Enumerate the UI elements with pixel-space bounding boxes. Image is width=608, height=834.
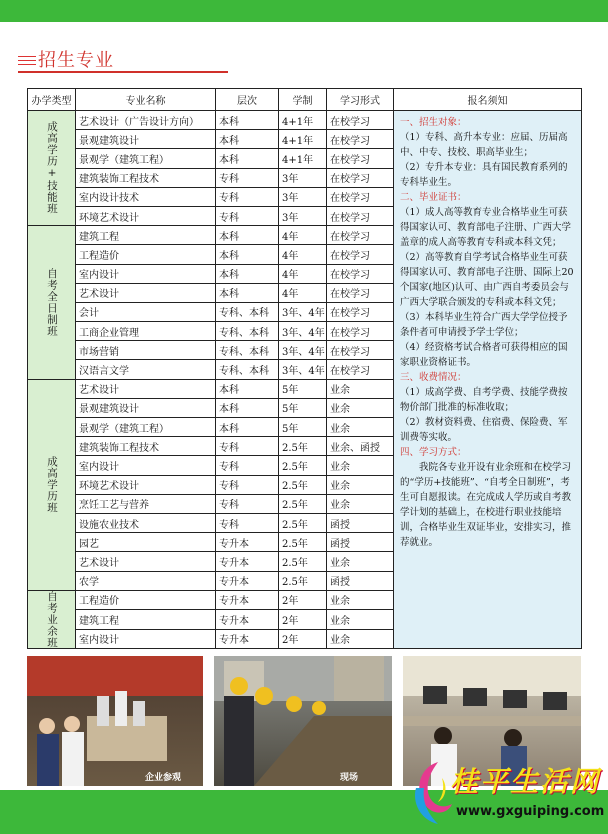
level-cell: 本科 <box>216 149 279 168</box>
major-cell: 工商企业管理 <box>76 322 216 341</box>
school-type-label: 成高学历班 <box>46 455 58 514</box>
school-type-cell <box>28 226 76 380</box>
study-mode-cell: 在校学习 <box>327 111 394 130</box>
school-type-label: 自考业余班 <box>46 590 58 649</box>
header-major: 专业名称 <box>76 89 216 111</box>
study-mode-cell: 业余 <box>327 475 394 494</box>
level-cell: 专科 <box>216 475 279 494</box>
school-type-cell <box>28 379 76 590</box>
photo-site <box>214 656 392 786</box>
major-cell: 艺术设计 <box>76 379 216 398</box>
major-cell: 室内设计 <box>76 264 216 283</box>
site-visit-image <box>214 656 392 786</box>
registration-notes <box>394 111 582 649</box>
duration-cell: 2.5年 <box>279 533 327 552</box>
level-cell: 专科 <box>216 187 279 206</box>
major-cell: 园艺 <box>76 533 216 552</box>
major-cell: 艺术设计（广告设计方向） <box>76 111 216 130</box>
level-cell: 专升本 <box>216 629 279 649</box>
duration-cell: 4年 <box>279 226 327 245</box>
duration-cell: 2.5年 <box>279 475 327 494</box>
major-cell: 汉语言文学 <box>76 360 216 379</box>
major-cell: 室内设计技术 <box>76 187 216 206</box>
duration-cell: 3年 <box>279 168 327 187</box>
duration-cell: 3年、4年 <box>279 360 327 379</box>
level-cell: 专升本 <box>216 590 279 610</box>
study-mode-cell: 在校学习 <box>327 341 394 360</box>
header-duration: 学制 <box>279 89 327 111</box>
heading-decoration <box>18 56 36 68</box>
school-type-label: 自考全日制班 <box>46 267 58 337</box>
major-cell: 设施农业技术 <box>76 513 216 532</box>
duration-cell: 2.5年 <box>279 437 327 456</box>
header-study-mode: 学习形式 <box>327 89 394 111</box>
major-cell: 工程造价 <box>76 590 216 610</box>
level-cell: 专科、本科 <box>216 322 279 341</box>
level-cell: 专科、本科 <box>216 302 279 321</box>
level-cell: 专科 <box>216 437 279 456</box>
school-type-label: 成高学历+技能班 <box>46 121 58 215</box>
duration-cell: 3年、4年 <box>279 341 327 360</box>
duration-cell: 2年 <box>279 629 327 649</box>
study-mode-cell: 在校学习 <box>327 226 394 245</box>
level-cell: 专科 <box>216 168 279 187</box>
major-cell: 工程造价 <box>76 245 216 264</box>
level-cell: 本科 <box>216 379 279 398</box>
duration-cell: 2年 <box>279 610 327 630</box>
top-green-bar <box>0 0 608 22</box>
study-mode-cell: 在校学习 <box>327 302 394 321</box>
study-mode-cell: 在校学习 <box>327 168 394 187</box>
level-cell: 专升本 <box>216 533 279 552</box>
level-cell: 本科 <box>216 111 279 130</box>
duration-cell: 4+1年 <box>279 111 327 130</box>
level-cell: 专科 <box>216 494 279 513</box>
study-mode-cell: 在校学习 <box>327 206 394 225</box>
photo-company-visit <box>27 656 203 786</box>
notes-section-title: 二、毕业证书： <box>400 192 467 203</box>
watermark-url: www.gxguiping.com <box>456 804 605 819</box>
duration-cell: 2.5年 <box>279 456 327 475</box>
duration-cell: 4年 <box>279 283 327 302</box>
duration-cell: 2.5年 <box>279 494 327 513</box>
major-cell: 建筑装饰工程技术 <box>76 168 216 187</box>
level-cell: 专升本 <box>216 552 279 571</box>
section-title: 招生专业 <box>38 50 114 71</box>
duration-cell: 4年 <box>279 245 327 264</box>
duration-cell: 3年 <box>279 187 327 206</box>
school-type-cell <box>28 590 76 649</box>
major-cell: 农学 <box>76 571 216 590</box>
duration-cell: 3年、4年 <box>279 302 327 321</box>
duration-cell: 4+1年 <box>279 130 327 149</box>
major-cell: 环境艺术设计 <box>76 475 216 494</box>
study-mode-cell: 在校学习 <box>327 322 394 341</box>
photo-caption-1: 企业参观 <box>145 773 182 783</box>
duration-cell: 5年 <box>279 398 327 417</box>
major-cell: 建筑工程 <box>76 226 216 245</box>
major-cell: 艺术设计 <box>76 552 216 571</box>
level-cell: 本科 <box>216 130 279 149</box>
level-cell: 本科 <box>216 283 279 302</box>
level-cell: 专科 <box>216 456 279 475</box>
major-cell: 艺术设计 <box>76 283 216 302</box>
duration-cell: 3年 <box>279 206 327 225</box>
level-cell: 本科 <box>216 264 279 283</box>
duration-cell: 5年 <box>279 379 327 398</box>
study-mode-cell: 在校学习 <box>327 360 394 379</box>
study-mode-cell: 在校学习 <box>327 264 394 283</box>
notes-paragraph: （2）高等教育自学考试合格毕业生可获得国家认可、教育部电子注册、国际上20个国家(地区)认可、由广西自考委员会与广西大学联合颁发的专科或本科文凭； <box>400 252 574 308</box>
level-cell: 专科、本科 <box>216 360 279 379</box>
study-mode-cell: 函授 <box>327 513 394 532</box>
level-cell: 专科 <box>216 206 279 225</box>
major-cell: 建筑装饰工程技术 <box>76 437 216 456</box>
duration-cell: 2.5年 <box>279 571 327 590</box>
enrollment-table <box>27 88 582 649</box>
company-visit-image <box>27 656 203 786</box>
duration-cell: 3年、4年 <box>279 322 327 341</box>
duration-cell: 5年 <box>279 418 327 437</box>
major-cell: 会计 <box>76 302 216 321</box>
level-cell: 专升本 <box>216 610 279 630</box>
watermark <box>408 758 608 834</box>
level-cell: 本科 <box>216 418 279 437</box>
level-cell: 专科、本科 <box>216 341 279 360</box>
major-cell: 环境艺术设计 <box>76 206 216 225</box>
notes-section-title: 一、招生对象： <box>400 117 467 128</box>
duration-cell: 4+1年 <box>279 149 327 168</box>
study-mode-cell: 在校学习 <box>327 245 394 264</box>
duration-cell: 4年 <box>279 264 327 283</box>
study-mode-cell: 在校学习 <box>327 187 394 206</box>
major-cell: 景观学（建筑工程） <box>76 149 216 168</box>
duration-cell: 2.5年 <box>279 552 327 571</box>
study-mode-cell: 业余 <box>327 590 394 610</box>
duration-cell: 2年 <box>279 590 327 610</box>
major-cell: 室内设计 <box>76 456 216 475</box>
level-cell: 本科 <box>216 226 279 245</box>
level-cell: 专升本 <box>216 571 279 590</box>
study-mode-cell: 函授 <box>327 571 394 590</box>
watermark-logo-icon <box>408 758 454 828</box>
study-mode-cell: 业余、函授 <box>327 437 394 456</box>
major-cell: 景观建筑设计 <box>76 130 216 149</box>
study-mode-cell: 业余 <box>327 456 394 475</box>
notes-paragraph: （2）教材资料费、住宿费、保险费、军训费等实收。 <box>400 417 568 443</box>
study-mode-cell: 业余 <box>327 398 394 417</box>
major-cell: 市场营销 <box>76 341 216 360</box>
notes-section-title: 三、收费情况： <box>400 372 467 383</box>
major-cell: 景观学（建筑工程） <box>76 418 216 437</box>
study-mode-cell: 在校学习 <box>327 283 394 302</box>
watermark-site-name: 桂平生活网 <box>450 765 601 798</box>
study-mode-cell: 在校学习 <box>327 149 394 168</box>
notes-paragraph: （1）成人高等教育专业合格毕业生可获得国家认可、教育部电子注册、广西大学盖章的成人高等教育专科或本科文凭； <box>400 207 572 248</box>
level-cell: 专科 <box>216 513 279 532</box>
study-mode-cell: 函授 <box>327 533 394 552</box>
notes-paragraph: （3）本科毕业生符合广西大学学位授予条件者可申请授予学士学位； <box>400 312 568 338</box>
notes-section-title: 四、学习方式： <box>400 447 467 458</box>
study-mode-cell: 业余 <box>327 629 394 649</box>
study-mode-cell: 业余 <box>327 610 394 630</box>
table-header-row <box>28 89 582 111</box>
school-type-cell <box>28 111 76 226</box>
notes-paragraph: （4）经资格考试合格者可获得相应的国家职业资格证书。 <box>400 342 568 368</box>
study-mode-cell: 在校学习 <box>327 130 394 149</box>
level-cell: 本科 <box>216 245 279 264</box>
study-mode-cell: 业余 <box>327 494 394 513</box>
level-cell: 本科 <box>216 398 279 417</box>
study-mode-cell: 业余 <box>327 379 394 398</box>
study-mode-cell: 业余 <box>327 418 394 437</box>
duration-cell: 2.5年 <box>279 513 327 532</box>
notes-paragraph: （1）专科、高升本专业：应届、历届高中、中专、技校、职高毕业生； <box>400 132 568 158</box>
header-level: 层次 <box>216 89 279 111</box>
table-row <box>28 111 582 130</box>
study-mode-cell: 业余 <box>327 552 394 571</box>
header-notes: 报名须知 <box>394 89 582 111</box>
notes-paragraph: 我院各专业开设有业余班和在校学习的“学历+技能班”、“自考全日制班”，考生可自愿报读。在完成成人学历或自考教学计划的基础上，在校进行职业技能培训，合格毕业生双证毕业，安排实习，推荐就业。 <box>400 462 572 548</box>
major-cell: 景观建筑设计 <box>76 398 216 417</box>
section-heading <box>18 44 198 72</box>
notes-paragraph: （1）成高学费、自考学费、技能学费按物价部门批准的标准收取； <box>400 387 568 413</box>
notes-paragraph: （2）专升本专业：具有国民教育系列的专科毕业生。 <box>400 162 568 188</box>
major-cell: 建筑工程 <box>76 610 216 630</box>
header-school-type: 办学类型 <box>28 89 76 111</box>
photo-caption-2: 现场 <box>340 773 359 783</box>
heading-underline <box>18 71 228 73</box>
major-cell: 室内设计 <box>76 629 216 649</box>
major-cell: 烹饪工艺与营养 <box>76 494 216 513</box>
